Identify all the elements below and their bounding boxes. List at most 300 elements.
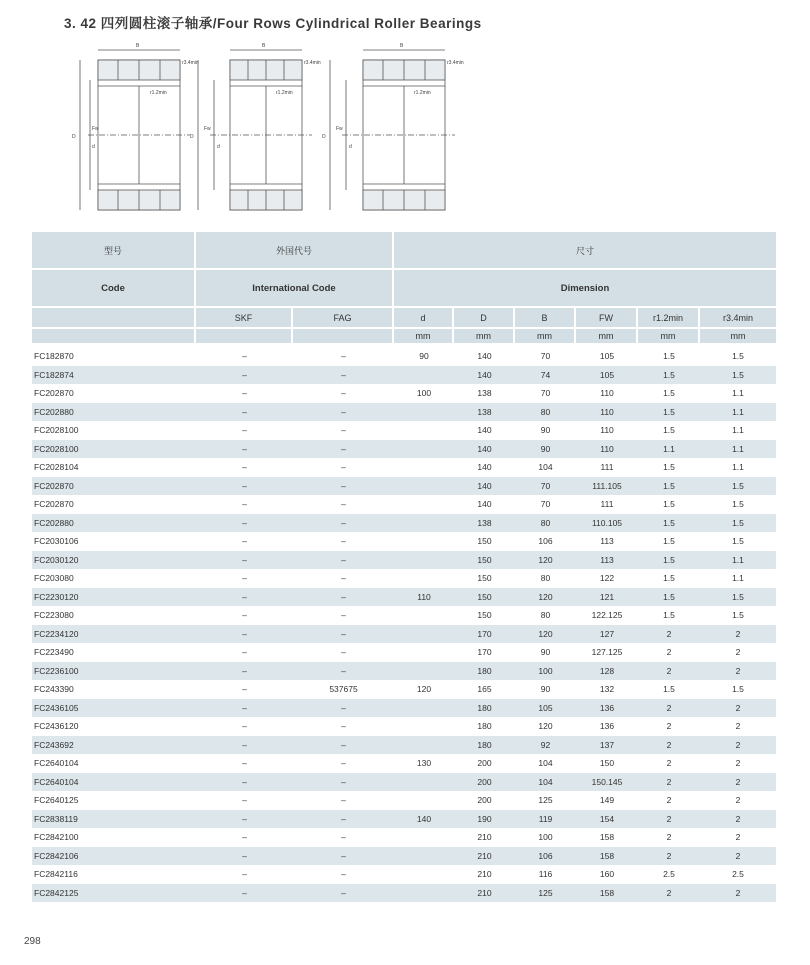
cell-fag: – — [341, 369, 346, 380]
unit-B: mm — [515, 329, 576, 343]
cell-B: 100 — [538, 665, 553, 676]
cell-r12: 1.5 — [663, 536, 675, 547]
cell-FW: 150 — [599, 758, 615, 769]
cell-r12: 1.5 — [663, 388, 675, 399]
dim-label-r34-3: r3.4min — [447, 60, 464, 66]
cell-code: FC182874 — [34, 369, 74, 380]
cell-B: 80 — [540, 406, 551, 417]
cell-D: 140 — [477, 351, 492, 362]
units-blank — [32, 329, 196, 343]
cell-fag: – — [341, 351, 346, 362]
cell-skf: – — [242, 758, 247, 769]
spec-table-body — [32, 347, 776, 902]
cell-code: FC202880 — [34, 517, 74, 528]
cell-code: FC2028104 — [34, 462, 79, 473]
cell-r34: 2 — [735, 647, 741, 658]
cell-fag: – — [341, 869, 346, 880]
cell-FW: 158 — [599, 850, 615, 861]
table-row — [32, 643, 776, 662]
cell-D: 180 — [477, 739, 492, 750]
header-col-d: d — [394, 308, 454, 327]
cell-r12: 2 — [666, 665, 672, 676]
cell-FW: 154 — [599, 813, 615, 824]
cell-fag: – — [341, 499, 346, 510]
cell-FW: 136 — [599, 721, 615, 732]
cell-fag: – — [341, 554, 346, 565]
cell-skf: – — [242, 591, 247, 602]
cell-B: 106 — [538, 850, 553, 861]
dim-label-r12-1: r1.2min — [150, 90, 167, 96]
header-row-cols — [32, 308, 776, 329]
cell-code: FC2842116 — [34, 869, 78, 880]
page-number: 298 — [24, 936, 41, 947]
cell-fag: – — [341, 480, 346, 491]
cell-r34: 2 — [735, 628, 741, 639]
cell-r34: 2 — [735, 776, 741, 787]
header-row-en — [32, 270, 776, 308]
cell-B: 105 — [538, 702, 553, 713]
cell-skf: – — [242, 887, 247, 898]
cell-FW: 137 — [599, 739, 615, 750]
table-row — [32, 625, 776, 644]
cell-r34: 1.1 — [732, 388, 744, 399]
table-row — [32, 736, 776, 755]
cell-fag: – — [341, 776, 346, 787]
cell-fag: – — [341, 628, 346, 639]
cell-r34: 1.5 — [732, 499, 744, 510]
cell-FW: 158 — [599, 887, 615, 898]
cell-skf: – — [242, 739, 247, 750]
cell-B: 104 — [538, 462, 553, 473]
dim-label-r34-1: r3.4min — [182, 60, 199, 66]
page-title: 3. 42 四列圆柱滚子轴承/Four Rows Cylindrical Roller Bearings — [64, 16, 482, 31]
cell-r12: 2 — [666, 758, 672, 769]
cell-r34: 2 — [735, 758, 741, 769]
cell-D: 180 — [477, 702, 492, 713]
cell-r34: 1.5 — [732, 480, 744, 491]
table-row — [32, 699, 776, 718]
table-row — [32, 588, 776, 607]
cell-B: 125 — [538, 887, 553, 898]
cell-r12: 2 — [666, 702, 672, 713]
table-row — [32, 865, 776, 884]
cell-skf: – — [242, 499, 247, 510]
cell-skf: – — [242, 795, 247, 806]
cell-D: 170 — [477, 628, 492, 639]
units-skf-blank — [196, 329, 293, 343]
units-fag-blank — [293, 329, 394, 343]
cell-FW: 132 — [599, 684, 615, 695]
cell-fag: – — [341, 647, 346, 658]
cell-r34: 2 — [735, 702, 741, 713]
cell-d: 120 — [416, 684, 432, 695]
spec-table-header — [32, 232, 776, 345]
cell-FW: 113 — [600, 554, 614, 565]
cell-FW: 122.125 — [591, 610, 623, 621]
header-model-cn: 型号 — [32, 232, 196, 268]
cell-D: 170 — [477, 647, 492, 658]
cell-B: 104 — [538, 776, 553, 787]
cell-r12: 2 — [666, 776, 672, 787]
dim-label-r12-3: r1.2min — [414, 90, 431, 96]
cell-d: 100 — [416, 388, 432, 399]
cell-D: 165 — [477, 684, 492, 695]
cell-D: 140 — [477, 499, 492, 510]
cell-skf: – — [242, 647, 247, 658]
table-row — [32, 551, 776, 570]
table-row — [32, 847, 776, 866]
cell-skf: – — [242, 425, 247, 436]
cell-code: FC2838119 — [34, 813, 78, 824]
table-row — [32, 366, 776, 385]
header-col-r12: r1.2min — [638, 308, 700, 327]
cell-D: 138 — [477, 406, 492, 417]
cell-r12: 1.5 — [663, 573, 675, 584]
cell-r12: 2.5 — [663, 869, 675, 880]
cell-r12: 1.5 — [663, 517, 675, 528]
cell-D: 200 — [477, 795, 492, 806]
cell-d: 90 — [419, 351, 429, 362]
table-row — [32, 458, 776, 477]
cell-r34: 2 — [735, 887, 741, 898]
cell-skf: – — [242, 406, 247, 417]
table-row — [32, 384, 776, 403]
cell-skf: – — [242, 665, 247, 676]
unit-FW: mm — [576, 329, 638, 343]
cell-FW: 105 — [599, 351, 615, 362]
cell-FW: 127.125 — [591, 647, 623, 658]
cell-code: FC2842106 — [34, 850, 79, 861]
cell-r34: 1.5 — [732, 591, 744, 602]
table-row — [32, 569, 776, 588]
cell-FW: 111 — [600, 462, 614, 473]
cell-r34: 2 — [735, 721, 741, 732]
cell-skf: – — [242, 443, 247, 454]
cell-FW: 110 — [600, 425, 614, 436]
cell-r12: 1.5 — [663, 610, 675, 621]
table-row — [32, 514, 776, 533]
cell-r34: 1.1 — [732, 406, 744, 417]
cell-r12: 1.5 — [663, 554, 675, 565]
cell-skf: – — [242, 702, 247, 713]
cell-r12: 1.5 — [663, 351, 675, 362]
cell-code: FC243390 — [34, 684, 74, 695]
cell-r12: 1.5 — [663, 591, 675, 602]
cell-FW: 111 — [600, 499, 614, 510]
cell-D: 150 — [477, 536, 492, 547]
cell-r12: 1.5 — [663, 499, 675, 510]
cell-B: 120 — [538, 628, 553, 639]
cell-D: 140 — [477, 443, 492, 454]
cell-skf: – — [242, 517, 247, 528]
dim-label-B-2: B — [262, 43, 266, 49]
cell-FW: 149 — [599, 795, 615, 806]
cell-d: 130 — [416, 758, 432, 769]
cell-r34: 2.5 — [732, 869, 744, 880]
table-row — [32, 662, 776, 681]
cell-fag: – — [341, 388, 346, 399]
cell-D: 150 — [477, 591, 492, 602]
table-row — [32, 717, 776, 736]
cell-r12: 2 — [666, 850, 672, 861]
header-row-cn — [32, 232, 776, 270]
cell-FW: 158 — [599, 832, 615, 843]
cell-r34: 2 — [735, 850, 741, 861]
cell-fag: – — [341, 573, 346, 584]
dim-label-B-3: B — [400, 43, 404, 49]
table-row — [32, 828, 776, 847]
cell-skf: – — [242, 869, 247, 880]
cell-FW: 127 — [599, 628, 615, 639]
dim-label-Fw-3: Fw — [336, 126, 343, 132]
cell-FW: 110.105 — [591, 517, 623, 528]
cell-skf: – — [242, 813, 247, 824]
cell-fag: – — [341, 795, 346, 806]
cell-FW: 128 — [599, 665, 615, 676]
cell-r34: 2 — [735, 832, 741, 843]
cell-D: 210 — [477, 832, 492, 843]
table-row — [32, 532, 776, 551]
cell-D: 140 — [477, 462, 492, 473]
cell-fag: – — [341, 443, 346, 454]
cell-d: 140 — [416, 813, 432, 824]
cell-D: 140 — [477, 369, 492, 380]
cell-B: 104 — [538, 758, 553, 769]
cell-code: FC202870 — [34, 388, 74, 399]
cell-skf: – — [242, 369, 247, 380]
cell-r34: 1.1 — [732, 462, 744, 473]
cell-skf: – — [242, 684, 247, 695]
cell-skf: – — [242, 554, 247, 565]
cell-code: FC2230120 — [34, 591, 79, 602]
cell-code: FC2030120 — [34, 554, 79, 565]
cell-B: 106 — [538, 536, 553, 547]
cell-B: 125 — [538, 795, 553, 806]
cell-skf: – — [242, 832, 247, 843]
cell-fag: – — [341, 591, 346, 602]
table-row — [32, 347, 776, 366]
cell-D: 210 — [477, 887, 492, 898]
cell-D: 140 — [477, 425, 492, 436]
header-blank — [32, 308, 196, 327]
unit-D: mm — [454, 329, 515, 343]
cell-r34: 1.5 — [732, 536, 744, 547]
table-row — [32, 606, 776, 625]
cell-code: FC203080 — [34, 573, 74, 584]
cell-r34: 1.5 — [732, 684, 744, 695]
unit-r34: mm — [730, 331, 746, 341]
cell-fag: – — [341, 462, 346, 473]
cell-fag: – — [341, 425, 346, 436]
cell-D: 138 — [477, 388, 492, 399]
cell-r34: 1.1 — [732, 554, 744, 565]
bearing-cross-section-drawings — [50, 38, 470, 218]
cell-r12: 1.5 — [663, 425, 675, 436]
table-row — [32, 495, 776, 514]
cell-r34: 1.1 — [732, 443, 744, 454]
cell-fag: – — [341, 536, 346, 547]
cell-fag: – — [341, 887, 346, 898]
cell-r12: 2 — [666, 647, 672, 658]
cell-D: 190 — [477, 813, 492, 824]
cell-FW: 122 — [599, 573, 615, 584]
cell-code: FC2640104 — [34, 758, 79, 769]
cell-B: 74 — [540, 369, 551, 380]
cell-B: 120 — [538, 554, 553, 565]
cell-FW: 160 — [599, 869, 615, 880]
cell-code: FC2640125 — [34, 795, 79, 806]
cell-D: 210 — [477, 869, 492, 880]
dim-label-d-2: d — [217, 144, 220, 150]
cell-D: 150 — [477, 610, 492, 621]
cell-code: FC243692 — [34, 739, 74, 750]
dim-label-B-1: B — [136, 43, 140, 49]
header-col-FW: FW — [576, 308, 638, 327]
cell-B: 70 — [540, 388, 551, 399]
cell-D: 210 — [477, 850, 492, 861]
cell-B: 70 — [540, 499, 551, 510]
cell-code: FC2028100 — [34, 443, 79, 454]
dim-label-r34-2: r3.4min — [304, 60, 321, 66]
cell-code: FC202870 — [34, 480, 74, 491]
cell-B: 70 — [540, 480, 551, 491]
cell-code: FC2842125 — [34, 887, 79, 898]
cell-fag: – — [341, 813, 346, 824]
cell-skf: – — [242, 628, 247, 639]
cell-B: 120 — [538, 721, 553, 732]
cell-r12: 2 — [666, 887, 672, 898]
cell-fag: – — [341, 665, 346, 676]
cell-code: FC2436120 — [34, 721, 79, 732]
cell-B: 90 — [540, 443, 551, 454]
cell-B: 100 — [538, 832, 553, 843]
dim-label-D-2: D — [190, 134, 194, 140]
dim-label-r12-2: r1.2min — [276, 90, 293, 96]
cell-code: FC202880 — [34, 406, 74, 417]
cell-r34: 2 — [735, 665, 741, 676]
cell-r12: 1.5 — [663, 480, 675, 491]
cell-r34: 1.1 — [732, 573, 744, 584]
cell-r34: 1.5 — [732, 351, 744, 362]
cell-FW: 136 — [599, 702, 615, 713]
cell-skf: – — [242, 480, 247, 491]
cell-r34: 1.5 — [732, 369, 744, 380]
cell-r34: 1.1 — [732, 425, 744, 436]
cell-D: 150 — [477, 573, 492, 584]
cell-fag: – — [341, 758, 346, 769]
cell-fag: – — [341, 610, 346, 621]
cell-code: FC2640104 — [34, 776, 79, 787]
cell-fag: – — [341, 517, 346, 528]
cell-FW: 150.145 — [591, 776, 623, 787]
cell-r12: 2 — [666, 739, 672, 750]
cell-fag: – — [341, 832, 346, 843]
cell-r12: 1.5 — [663, 369, 675, 380]
cell-skf: – — [242, 388, 247, 399]
cell-code: FC182870 — [34, 351, 74, 362]
cell-D: 150 — [477, 554, 492, 565]
dim-label-d-1: d — [92, 144, 95, 150]
cell-code: FC2234120 — [34, 628, 79, 639]
cell-D: 138 — [477, 517, 492, 528]
table-row — [32, 421, 776, 440]
cell-code: FC223490 — [34, 647, 74, 658]
cell-skf: – — [242, 573, 247, 584]
header-dim-cn: 尺寸 — [575, 245, 594, 256]
cell-r34: 1.5 — [732, 610, 744, 621]
cell-B: 92 — [540, 739, 551, 750]
cell-r12: 1.1 — [663, 443, 675, 454]
cell-code: FC2028100 — [34, 425, 79, 436]
table-row — [32, 810, 776, 829]
header-intl-cn: 外国代号 — [196, 232, 394, 268]
cell-FW: 105 — [599, 369, 615, 380]
dim-label-D-1: D — [72, 134, 76, 140]
table-row — [32, 680, 776, 699]
cell-FW: 110 — [600, 388, 614, 399]
unit-r12: mm — [638, 329, 700, 343]
header-row-units — [32, 329, 776, 345]
cell-r34: 2 — [735, 739, 741, 750]
cell-fag: 537675 — [329, 684, 358, 695]
cell-fag: – — [341, 739, 346, 750]
cell-r12: 2 — [666, 628, 672, 639]
cell-FW: 113 — [600, 536, 614, 547]
table-row — [32, 403, 776, 422]
cell-D: 140 — [477, 480, 492, 491]
cell-B: 90 — [540, 684, 551, 695]
cell-r12: 1.5 — [663, 406, 675, 417]
cell-d: 110 — [417, 591, 431, 602]
cell-B: 80 — [540, 573, 551, 584]
cell-r34: 2 — [735, 795, 741, 806]
cell-code: FC2030106 — [34, 536, 79, 547]
cell-skf: – — [242, 610, 247, 621]
header-model-en: Code — [32, 270, 196, 306]
table-row — [32, 440, 776, 459]
cell-r12: 2 — [666, 813, 672, 824]
header-fag: FAG — [293, 308, 394, 327]
cell-D: 180 — [477, 665, 492, 676]
cell-skf: – — [242, 776, 247, 787]
table-row — [32, 754, 776, 773]
cell-r12: 2 — [666, 795, 672, 806]
cell-D: 200 — [477, 758, 492, 769]
cell-fag: – — [341, 721, 346, 732]
table-row — [32, 884, 776, 903]
cell-r34: 1.5 — [732, 517, 744, 528]
header-col-B: B — [515, 308, 576, 327]
cell-code: FC2842100 — [34, 832, 79, 843]
cell-B: 116 — [538, 869, 553, 880]
cell-skf: – — [242, 351, 247, 362]
cell-B: 70 — [540, 351, 551, 362]
header-dim-en: Dimension — [560, 282, 610, 294]
cell-r34: 2 — [735, 813, 741, 824]
header-skf: SKF — [196, 308, 293, 327]
cell-B: 90 — [540, 425, 551, 436]
header-intl-en: International Code — [196, 270, 394, 306]
cell-fag: – — [341, 702, 346, 713]
cell-D: 180 — [477, 721, 492, 732]
unit-d: mm — [394, 329, 454, 343]
cell-skf: – — [242, 536, 247, 547]
cell-r12: 2 — [666, 721, 672, 732]
header-col-r34: r3.4min — [722, 312, 753, 323]
dim-label-Fw-1: Fw — [92, 126, 99, 132]
cell-skf: – — [242, 462, 247, 473]
cell-r12: 2 — [666, 832, 672, 843]
